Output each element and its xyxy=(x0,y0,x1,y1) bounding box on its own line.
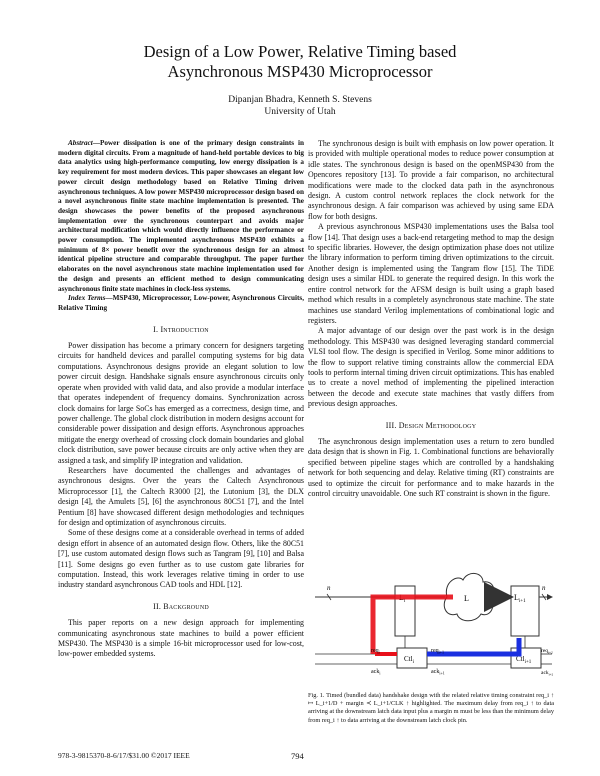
logic-label: L xyxy=(464,594,469,603)
controller-left-label: Ctl$_i$ xyxy=(404,655,414,665)
paragraph: A previous asynchronous MSP430 implementations uses the Balsa tool flow [14]. That design uses a back-end retargeting method to map the design to specific libraries. However, the design optimization phase does not utilize the library information to perform timing driven optimizations to the circuit. Another design is implemented using the Tangram flow [15]. The TiDE design uses a similar HDL to generate the required design. In this work the entire control network for the AFSM design is built using a graph based method which results in a completely asynchronous state machine. The state machines use standard Verilog implementations of combinational logic and registers. xyxy=(308,222,554,325)
paragraph: The synchronous design is built with emphasis on low power operation. It is provided with multiple operational modes to reduce power consumption at idle states. The synchronous design is based on the openMSP430 from the Opencores repository [13]. To provide a fair comparison, no architectural modifications were made to the clocked data path in the asynchronous design. A custom control network replaces the clock network for the asynchronous design. A fair comparison was achieved by using same EDA flow for both designs. xyxy=(308,139,554,221)
title-line-2: Asynchronous MSP430 Microprocessor xyxy=(167,62,433,81)
paragraph: Researchers have documented the challenges and advantages of asynchronous designs. Over the years the Caltech Asynchronous Microprocessor [1], the Caltech R3000 [2], the Lutonium [3], the DLX design [4], the Amulets [5], [6] the asynchronous 80C51 [7], and the Intel Pentium [8] have showcased different design methodologies and techniques for design and optimization of asynchronous circuits. xyxy=(58,465,304,527)
index-terms-label: Index Terms xyxy=(68,294,106,303)
section-title: Introduction xyxy=(160,324,209,334)
author-block xyxy=(0,94,600,118)
section-heading-introduction xyxy=(58,325,304,335)
abstract-text: —Power dissipation is one of the primary design constraints in modern digital circuits. From a magnitude of hand-held portable devices to big data analytics using high-performance computing, low energy dissipation is a key requirement for most modern devices. This paper showcases an elegant low power circuit design methodology based on Relative Timing driven asynchronous techniques. A low power MSP430 microprocessor design based on a novel asynchronous finite state machine implementation is presented. The design showcases the power benefits of the proposed asynchronous implementation over the synchronous counterpart and avoids major architectural modification which would directly influence the performance or power consumption. The implemented asynchronous MSP430 exhibits a minimum of 8× power benefit over the synchronous design for an almost identical pipeline structure and comparable throughput. The paper further elaborates on the novel asynchronous state machine implementation used for the design and presents an efficient method to design communicating asynchronous finite state machines in clock-less systems. xyxy=(58,139,304,293)
index-terms-text: —MSP430, Microprocessor, Low-power, Asynchronous Circuits, Relative Timing xyxy=(58,294,304,312)
latch-left xyxy=(395,586,415,636)
paragraph: Power dissipation has become a primary concern for designers targeting circuits for handheld devices and parallel computing systems for big data computations. Asynchronous designs provide an elegant solution to low power circuit design. Handshake signals ensure asynchronous circuits only operate when provided with valid data, and also provide a modular interface that operates independent of frequency domains. Synchronization across clock domains for large SoCs has emerged as a correctness, design time, and power challenge. The global clock distribution in modern designs account for considerable power dissipation and design efforts. Asynchronous approaches mitigate the energy overhead of crossing clock domain boundaries and global clock distribution, save power because circuits are only active when they are assigned a task, and simplify IP integration and validation. xyxy=(58,341,304,465)
section-title: Background xyxy=(163,601,209,611)
paragraph: Some of these designs come at a considerable overhead in terms of added design effort in absence of an automated design flow. Others, like the 80C51 [7], use custom automated design flows such as Tangram [9], [10] and Balsa [11]. Some designs go even further as to use custom gate libraries for computation. Instead, this work leverages relative timing in order to use industry standard asynchronous CAD tools and HDL [12]. xyxy=(58,528,304,590)
section-heading-design-methodology xyxy=(308,421,554,431)
abstract xyxy=(58,139,304,294)
ack-mid-label: ack$_{i+1}$ xyxy=(431,669,445,676)
section-number: I. xyxy=(153,324,159,334)
controller-right-label: Ctl$_{i+1}$ xyxy=(516,655,532,665)
title-line-1: Design of a Low Power, Relative Timing based xyxy=(143,42,457,61)
ack-out-label: ack$_{i+2}$ xyxy=(541,670,553,677)
req-in-label: req$_i$ xyxy=(371,648,380,655)
page-number: 794 xyxy=(291,751,304,761)
caption-label: Fig. 1. xyxy=(308,692,325,699)
latch-right-label: $L_{i+1}$ xyxy=(514,593,526,604)
affiliation: University of Utah xyxy=(264,107,336,117)
copyright-footer: 978-3-9815370-8-6/17/$31.00 ©2017 IEEE xyxy=(58,751,190,760)
ack-in-label: ack$_i$ xyxy=(371,669,381,676)
authors: Dipanjan Bhadra, Kenneth S. Stevens xyxy=(228,95,372,105)
paper-title xyxy=(0,42,600,82)
req-mid-label: req$_{i+1}$ xyxy=(431,648,445,655)
req-out-label: req$_{i+2}$ xyxy=(541,648,553,655)
section-number: III. xyxy=(385,420,397,430)
abstract-label: Abstract xyxy=(68,139,93,147)
figure-1-handshake-diagram xyxy=(313,564,553,688)
index-terms xyxy=(58,294,304,313)
caption-text: Timed (bundled data) handshake design with the related relative timing constraint req_i ↑ ↦ L_i+1/D + margin ≺ L_i+1/CLK ↑ highlighted. The maximum delay from req_i ↑ to data arriving at the downstream latch data input plus a margin m must be less than the minimum delay from req_i ↑ to data arriving at the downstream latch clock pin. xyxy=(308,692,554,724)
paragraph: A major advantage of our design over the past work is in the design methodology. This MSP430 was designed leveraging standard commercial VLSI tool flow. The design is specified in Verilog. Some minor additions to the flow to support relative timing constraints allow the commercial EDA tools to perform internal timing driven circuit optimizations. This has enabled us to create a novel method of implementing the pipelined interaction between the decode and execute state machines that vastly differs from previous design approaches. xyxy=(308,326,554,409)
out-width-label: n xyxy=(542,584,546,592)
paragraph: This paper reports on a new design approach for implementing communicating asynchronous state machines to build a power efficient MSP430. The MSP430 is a simple 16-bit microprocessor used for low-cost, low-power embedded systems. xyxy=(58,618,304,659)
section-heading-background xyxy=(58,602,304,612)
paragraph: The asynchronous design implementation uses a return to zero bundled data design that is shown in Fig. 1. Combinational functions are behaviorally specified between pipeline stages which are controlled by a handshaking network for both sequencing and delay. Relative timing (RT) constraints are used to optimize the circuit for performance and to make hazards in the control circuitry unavoidable. One such RT constraint is shown in the figure. xyxy=(308,436,554,498)
right-column xyxy=(308,139,554,499)
latch-left-label: $L_i$ xyxy=(399,593,406,604)
section-title: Design Methodology xyxy=(398,420,477,430)
left-column xyxy=(58,139,304,660)
section-number: II. xyxy=(153,601,162,611)
figure-caption xyxy=(308,692,554,725)
in-width-label: n xyxy=(327,584,331,592)
